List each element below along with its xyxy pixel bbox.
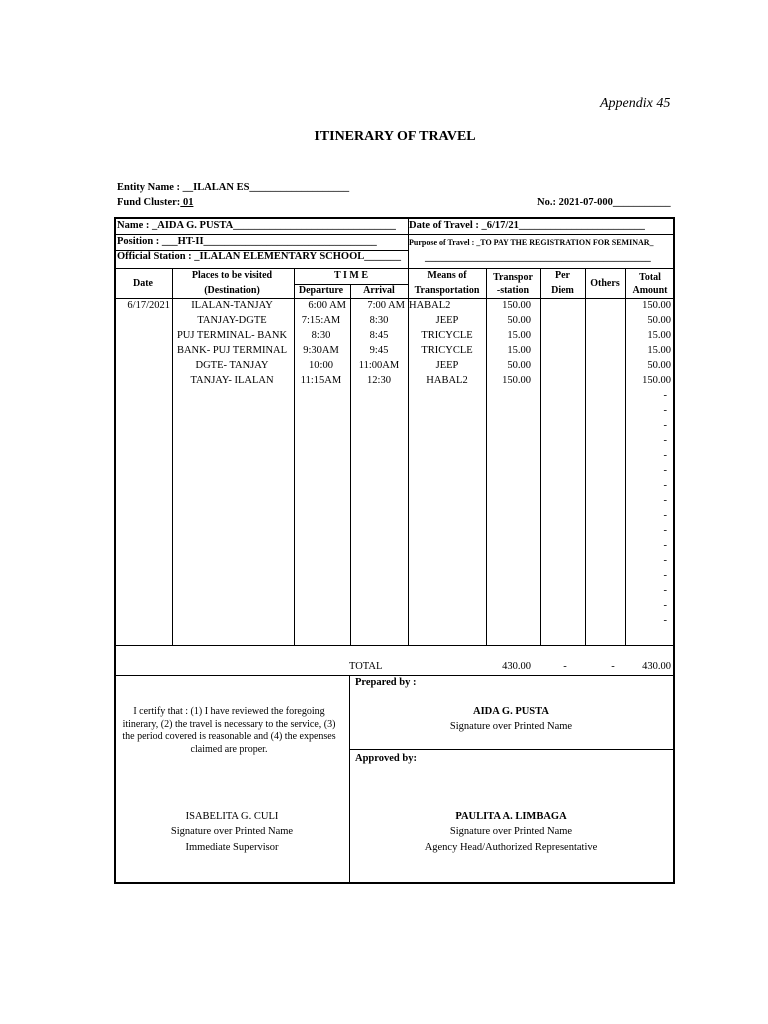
row-total: 50.00 xyxy=(647,360,671,371)
row-place: TANJAY-DGTE xyxy=(197,315,267,326)
row-total: 15.00 xyxy=(647,330,671,341)
header-per-diem-2: Diem xyxy=(551,285,574,296)
total-per-diem: - xyxy=(563,661,567,672)
row-means: JEEP xyxy=(435,360,459,371)
date-of-travel: Date of Travel : _6/17/21________________________ xyxy=(409,220,645,231)
row-departure: 11:15AM xyxy=(300,375,342,386)
empty-row-dash: - xyxy=(663,495,667,506)
empty-row-dash: - xyxy=(663,585,667,596)
fund-cluster xyxy=(117,197,193,208)
row-means: TRICYCLE xyxy=(421,345,473,356)
traveler-name: Name : _AIDA G. PUSTA_______________________________ xyxy=(117,220,396,231)
row-place: BANK- PUJ TERMINAL xyxy=(176,345,288,356)
row-place: PUJ TERMINAL- BANK xyxy=(176,330,288,341)
row-arrival: 8:45 xyxy=(369,330,389,341)
approved-by-label: Approved by: xyxy=(355,753,417,764)
empty-row-dash: - xyxy=(663,435,667,446)
header-others: Others xyxy=(590,278,620,289)
row-arrival: 8:30 xyxy=(369,315,389,326)
header-means-1: Means of xyxy=(427,270,467,281)
appendix-label: Appendix 45 xyxy=(600,96,671,111)
approver-name: PAULITA A. LIMBAGA xyxy=(455,811,567,822)
fund-cluster-label: Fund Cluster: xyxy=(117,197,181,208)
row-means: TRICYCLE xyxy=(421,330,473,341)
row-total: 150.00 xyxy=(642,300,671,311)
row-place: TANJAY- ILALAN xyxy=(190,375,274,386)
row-arrival: 12:30 xyxy=(367,375,391,386)
header-total-2: Amount xyxy=(632,285,668,296)
row-transportation: 15.00 xyxy=(507,330,531,341)
empty-row-dash: - xyxy=(663,390,667,401)
row-transportation: 50.00 xyxy=(507,360,531,371)
total-label: TOTAL xyxy=(349,661,383,672)
row-means: HABAL2 xyxy=(426,375,468,386)
row-arrival: 9:45 xyxy=(369,345,389,356)
header-means-2: Transportation xyxy=(414,285,480,296)
header-arrival: Arrival xyxy=(363,285,395,296)
row-departure: 8:30 xyxy=(311,330,331,341)
header-places-1: Places to be visited xyxy=(191,270,273,281)
row-transportation: 15.00 xyxy=(507,345,531,356)
row-total: 15.00 xyxy=(647,345,671,356)
header-transpo-2: -station xyxy=(496,285,530,296)
row-date: 6/17/2021 xyxy=(127,300,170,311)
header-per-diem-1: Per xyxy=(555,270,570,281)
total-transportation: 430.00 xyxy=(502,661,531,672)
row-departure: 10:00 xyxy=(309,360,333,371)
header-total-1: Total xyxy=(639,272,661,283)
row-means: HABAL2 xyxy=(409,300,451,311)
row-place: DGTE- TANJAY xyxy=(195,360,269,371)
entity-name: Entity Name : __ILALAN ES___________________ xyxy=(117,182,350,193)
supervisor-signature-label: Signature over Printed Name xyxy=(170,826,294,837)
row-transportation: 150.00 xyxy=(502,375,531,386)
document-number: No.: 2021-07-000___________ xyxy=(537,197,671,208)
row-transportation: 50.00 xyxy=(507,315,531,326)
row-total: 150.00 xyxy=(642,375,671,386)
prepared-by-label: Prepared by : xyxy=(355,677,417,688)
empty-row-dash: - xyxy=(663,555,667,566)
row-departure: 6:00 AM xyxy=(308,300,346,311)
purpose-line-2: ___________________________________________ xyxy=(425,252,651,263)
empty-row-dash: - xyxy=(663,615,667,626)
fund-cluster-value: 01 xyxy=(180,197,194,208)
empty-row-dash: - xyxy=(663,600,667,611)
supervisor-role: Immediate Supervisor xyxy=(185,842,279,853)
header-date: Date xyxy=(133,278,153,289)
certification-text: I certify that : (1) I have reviewed the foregoing itinerary, (2) the travel is necessary to the service, (3) the period covered is reasonable and (4) the expenses claimed are proper. xyxy=(122,706,336,755)
prepared-by-name: AIDA G. PUSTA xyxy=(473,706,549,717)
approver-signature-label: Signature over Printed Name xyxy=(449,826,573,837)
header-transpo-1: Transpor xyxy=(493,272,533,283)
row-departure: 7:15:AM xyxy=(301,315,341,326)
header-time: T I M E xyxy=(334,270,368,281)
row-departure: 9:30AM xyxy=(303,345,339,356)
total-amount: 430.00 xyxy=(642,661,671,672)
row-transportation: 150.00 xyxy=(502,300,531,311)
row-arrival: 7:00 AM xyxy=(367,300,405,311)
supervisor-name: ISABELITA G. CULI xyxy=(185,811,279,822)
row-means: JEEP xyxy=(435,315,459,326)
empty-row-dash: - xyxy=(663,570,667,581)
empty-row-dash: - xyxy=(663,450,667,461)
approver-role: Agency Head/Authorized Representative xyxy=(424,842,598,853)
empty-row-dash: - xyxy=(663,420,667,431)
row-arrival: 11:00AM xyxy=(358,360,400,371)
row-total: 50.00 xyxy=(647,315,671,326)
purpose-of-travel: Purpose of Travel : _TO PAY THE REGISTRATION FOR SEMINAR_ xyxy=(409,238,654,247)
official-station: Official Station : _ILALAN ELEMENTARY SCHOOL_______ xyxy=(117,251,402,262)
empty-row-dash: - xyxy=(663,525,667,536)
empty-row-dash: - xyxy=(663,510,667,521)
position: Position : ___HT-II_________________________________ xyxy=(117,236,377,247)
empty-row-dash: - xyxy=(663,540,667,551)
empty-row-dash: - xyxy=(663,465,667,476)
header-departure: Departure xyxy=(298,285,344,296)
row-place: ILALAN-TANJAY xyxy=(191,300,273,311)
empty-row-dash: - xyxy=(663,480,667,491)
header-places-2: (Destination) xyxy=(204,285,260,296)
total-others: - xyxy=(611,661,615,672)
empty-row-dash: - xyxy=(663,405,667,416)
prepared-by-signature-label: Signature over Printed Name xyxy=(449,721,573,732)
page-title: ITINERARY OF TRAVEL xyxy=(314,129,476,144)
